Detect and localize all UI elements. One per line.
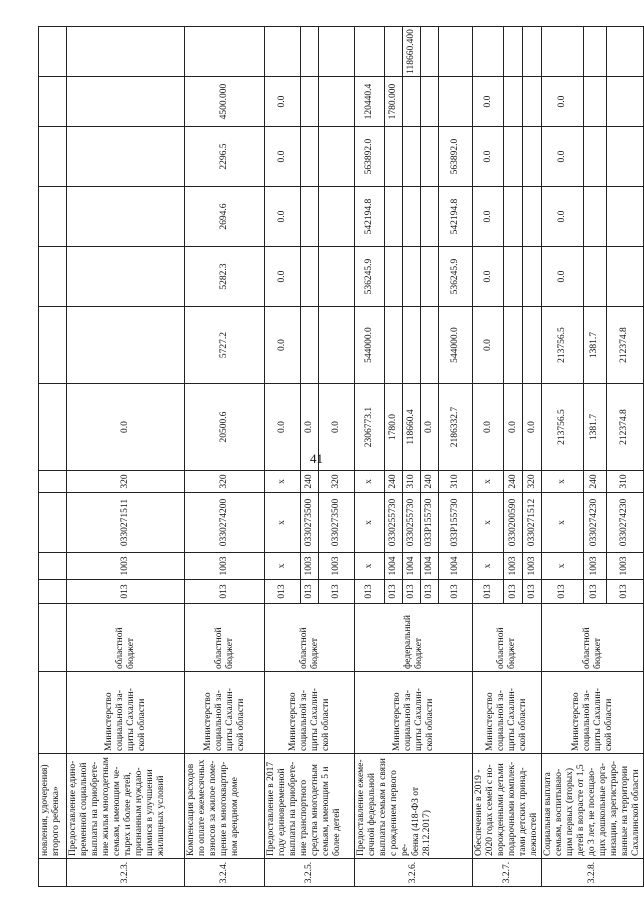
total-cell: 1780.0 xyxy=(385,384,403,471)
grbs-cell: 013 xyxy=(355,580,385,604)
rz-cell: 1003 xyxy=(67,553,185,580)
rz-cell: x xyxy=(473,553,504,580)
rz-cell: x xyxy=(265,553,301,580)
measure-name-cell: Компенсация расходов по оплате ежемесячных взносов за жилое поме- щение в многоквартир- ном арендном доме xyxy=(185,754,265,859)
executor-cell: Министерство социальной за- щиты Сахалин- ской области xyxy=(67,672,185,754)
year-2022-cell xyxy=(439,27,473,77)
total-cell: 2306773.1 xyxy=(355,384,385,471)
year-2019-cell: 0.0 xyxy=(473,187,504,247)
rz-cell xyxy=(39,553,67,580)
total-cell: 212374.8 xyxy=(606,384,643,471)
csr-cell xyxy=(39,493,67,553)
year-2019-cell xyxy=(523,187,542,247)
year-2019-cell xyxy=(421,187,439,247)
rz-cell: 1003 xyxy=(523,553,542,580)
year-2017-cell: 5727.2 xyxy=(185,307,265,384)
year-2018-cell xyxy=(319,247,355,307)
year-2021-cell: 120440.4 xyxy=(355,77,385,127)
budget-table xyxy=(38,26,644,887)
year-2021-cell xyxy=(403,77,421,127)
year-2018-cell xyxy=(403,247,421,307)
year-2019-cell xyxy=(301,187,319,247)
year-2020-cell xyxy=(504,127,523,187)
year-2020-cell xyxy=(385,127,403,187)
csr-cell: x xyxy=(542,493,584,553)
year-2019-cell xyxy=(385,187,403,247)
year-2017-cell xyxy=(67,307,185,384)
total-cell: 0.0 xyxy=(421,384,439,471)
vr-cell: 240 xyxy=(385,471,403,493)
grbs-cell: 013 xyxy=(606,580,643,604)
year-2019-cell xyxy=(39,187,67,247)
csr-cell: 0330274200 xyxy=(185,493,265,553)
vr-cell: 310 xyxy=(606,471,643,493)
row-number-cell xyxy=(39,859,67,887)
csr-cell: x xyxy=(265,493,301,553)
grbs-cell: 013 xyxy=(319,580,355,604)
grbs-cell: 013 xyxy=(421,580,439,604)
year-2021-cell xyxy=(523,77,542,127)
year-2022-cell xyxy=(606,27,643,77)
table-row xyxy=(473,27,504,887)
year-2021-cell: 4500.000 xyxy=(185,77,265,127)
year-2022-cell xyxy=(584,27,606,77)
year-2018-cell xyxy=(39,247,67,307)
page-number: 41 xyxy=(310,451,323,466)
total-cell: 0.0 xyxy=(265,384,301,471)
year-2018-cell xyxy=(385,247,403,307)
year-2022-cell xyxy=(355,27,385,77)
year-2021-cell xyxy=(584,77,606,127)
vr-cell: x xyxy=(355,471,385,493)
csr-cell: 0330273500 xyxy=(319,493,355,553)
year-2019-cell: 542194.8 xyxy=(355,187,385,247)
year-2017-cell xyxy=(403,307,421,384)
rz-cell: 1004 xyxy=(439,553,473,580)
year-2021-cell xyxy=(421,77,439,127)
rz-cell: 1003 xyxy=(319,553,355,580)
year-2019-cell: 542194.8 xyxy=(439,187,473,247)
year-2021-cell xyxy=(439,77,473,127)
vr-cell: 320 xyxy=(67,471,185,493)
vr-cell: 240 xyxy=(421,471,439,493)
vr-cell xyxy=(39,471,67,493)
year-2021-cell: 1780.000 xyxy=(385,77,403,127)
table-row xyxy=(39,27,67,887)
year-2017-cell xyxy=(301,307,319,384)
year-2019-cell: 0.0 xyxy=(542,187,584,247)
year-2022-cell xyxy=(265,27,301,77)
vr-cell: 240 xyxy=(504,471,523,493)
total-cell: 118660.4 xyxy=(403,384,421,471)
grbs-cell: 013 xyxy=(439,580,473,604)
year-2019-cell: 0.0 xyxy=(265,187,301,247)
rz-cell: 1003 xyxy=(606,553,643,580)
grbs-cell: 013 xyxy=(584,580,606,604)
executor-cell: Министерство социальной за- щиты Сахалин- ской области xyxy=(473,672,542,754)
measure-name-cell: Социальная выплата семьям, воспитываю- щим первых (вторых) детей в возрасте от 1,5 до 3 лет, не посещаю- щих дошкольные орга- низации, зарегистриро- ванные на территории Сахалинской области xyxy=(542,754,644,859)
year-2020-cell xyxy=(606,127,643,187)
vr-cell: 320 xyxy=(185,471,265,493)
rz-cell: 1003 xyxy=(301,553,319,580)
year-2022-cell: 118660.400 xyxy=(403,27,421,77)
year-2021-cell xyxy=(319,77,355,127)
measure-name-cell: новления, удочерения) второго ребенка» xyxy=(39,754,67,859)
year-2021-cell xyxy=(301,77,319,127)
year-2021-cell xyxy=(504,77,523,127)
year-2020-cell: 0.0 xyxy=(265,127,301,187)
total-cell: 213756.5 xyxy=(542,384,584,471)
total-cell: 20500.6 xyxy=(185,384,265,471)
year-2021-cell: 0.0 xyxy=(473,77,504,127)
total-cell: 0.0 xyxy=(504,384,523,471)
year-2017-cell: 0.0 xyxy=(265,307,301,384)
csr-cell: 0330271511 xyxy=(67,493,185,553)
csr-cell: x xyxy=(355,493,385,553)
year-2021-cell xyxy=(67,77,185,127)
grbs-cell: 013 xyxy=(542,580,584,604)
total-cell: 1381.7 xyxy=(584,384,606,471)
row-number-cell: 3.2.6. xyxy=(355,859,473,887)
year-2017-cell: 213756.5 xyxy=(542,307,584,384)
csr-cell: 0330274230 xyxy=(606,493,643,553)
grbs-cell: 013 xyxy=(185,580,265,604)
year-2019-cell: 2694.6 xyxy=(185,187,265,247)
funding-source-cell: областной бюджет xyxy=(67,604,185,672)
year-2022-cell xyxy=(67,27,185,77)
vr-cell: 240 xyxy=(584,471,606,493)
year-2022-cell xyxy=(473,27,504,77)
vr-cell: x xyxy=(473,471,504,493)
rz-cell: 1004 xyxy=(421,553,439,580)
year-2019-cell xyxy=(403,187,421,247)
year-2020-cell xyxy=(67,127,185,187)
csr-cell: 0330255730 xyxy=(403,493,421,553)
year-2017-cell: 544000.0 xyxy=(439,307,473,384)
year-2019-cell xyxy=(67,187,185,247)
row-number-cell: 3.2.5. xyxy=(265,859,355,887)
total-cell: 0.0 xyxy=(67,384,185,471)
total-cell: 2186332.7 xyxy=(439,384,473,471)
year-2021-cell xyxy=(606,77,643,127)
funding-source-cell: областной бюджет xyxy=(542,604,644,672)
year-2020-cell: 563892.0 xyxy=(439,127,473,187)
rz-cell: 1003 xyxy=(504,553,523,580)
total-cell: 0.0 xyxy=(473,384,504,471)
grbs-cell: 013 xyxy=(523,580,542,604)
executor-cell: Министерство социальной за- щиты Сахалин- ской области xyxy=(185,672,265,754)
csr-cell: 033P155730 xyxy=(421,493,439,553)
year-2017-cell xyxy=(319,307,355,384)
year-2018-cell: 5282.3 xyxy=(185,247,265,307)
rz-cell: x xyxy=(355,553,385,580)
funding-source-cell xyxy=(39,604,67,672)
year-2017-cell xyxy=(39,307,67,384)
grbs-cell: 013 xyxy=(265,580,301,604)
vr-cell: 320 xyxy=(319,471,355,493)
vr-cell: 240 xyxy=(301,471,319,493)
grbs-cell: 013 xyxy=(67,580,185,604)
executor-cell: Министерство социальной за- щиты Сахалин- ской области xyxy=(542,672,644,754)
vr-cell: 320 xyxy=(523,471,542,493)
row-number-cell: 3.2.4. xyxy=(185,859,265,887)
rz-cell: 1003 xyxy=(584,553,606,580)
csr-cell: 0330255730 xyxy=(385,493,403,553)
year-2022-cell xyxy=(185,27,265,77)
funding-source-cell: областной бюджет xyxy=(265,604,355,672)
year-2018-cell: 0.0 xyxy=(265,247,301,307)
measure-name-cell: Предоставление в 2017 году единовременной выплаты на приобрете- ние транспортного средства многодетным семьям, имеющим 5 и более детей xyxy=(265,754,355,859)
year-2021-cell xyxy=(39,77,67,127)
funding-source-cell: областной бюджет xyxy=(473,604,542,672)
csr-cell: 0330271512 xyxy=(523,493,542,553)
year-2020-cell: 563892.0 xyxy=(355,127,385,187)
grbs-cell xyxy=(39,580,67,604)
year-2022-cell xyxy=(39,27,67,77)
year-2020-cell xyxy=(584,127,606,187)
year-2020-cell xyxy=(319,127,355,187)
grbs-cell: 013 xyxy=(385,580,403,604)
year-2017-cell xyxy=(504,307,523,384)
year-2018-cell: 0.0 xyxy=(542,247,584,307)
csr-cell: x xyxy=(473,493,504,553)
csr-cell: 0330200590 xyxy=(504,493,523,553)
year-2020-cell: 0.0 xyxy=(542,127,584,187)
rz-cell: 1003 xyxy=(185,553,265,580)
year-2021-cell: 0.0 xyxy=(265,77,301,127)
year-2022-cell xyxy=(542,27,584,77)
funding-source-cell: федеральный бюджет xyxy=(355,604,473,672)
total-cell: 0.0 xyxy=(523,384,542,471)
rz-cell: 1004 xyxy=(385,553,403,580)
year-2020-cell: 0.0 xyxy=(473,127,504,187)
year-2020-cell xyxy=(403,127,421,187)
executor-cell xyxy=(39,672,67,754)
year-2021-cell: 0.0 xyxy=(542,77,584,127)
year-2020-cell xyxy=(523,127,542,187)
year-2022-cell xyxy=(301,27,319,77)
year-2020-cell xyxy=(421,127,439,187)
year-2018-cell xyxy=(421,247,439,307)
year-2020-cell: 2296.5 xyxy=(185,127,265,187)
csr-cell: 0330274230 xyxy=(584,493,606,553)
grbs-cell: 013 xyxy=(473,580,504,604)
rotated-table-container xyxy=(38,27,641,887)
year-2022-cell xyxy=(421,27,439,77)
year-2022-cell xyxy=(319,27,355,77)
funding-source-cell: областной бюджет xyxy=(185,604,265,672)
total-cell xyxy=(39,384,67,471)
year-2020-cell xyxy=(39,127,67,187)
table-body xyxy=(39,27,644,887)
vr-cell: x xyxy=(542,471,584,493)
year-2017-cell xyxy=(385,307,403,384)
year-2017-cell: 1381.7 xyxy=(584,307,606,384)
row-number-cell: 3.2.7. xyxy=(473,859,542,887)
year-2018-cell xyxy=(606,247,643,307)
rz-cell: 1004 xyxy=(403,553,421,580)
row-number-cell: 3.2.3. xyxy=(67,859,185,887)
csr-cell: 0330273500 xyxy=(301,493,319,553)
grbs-cell: 013 xyxy=(403,580,421,604)
year-2018-cell xyxy=(67,247,185,307)
year-2017-cell xyxy=(421,307,439,384)
year-2018-cell: 536245.9 xyxy=(439,247,473,307)
year-2017-cell: 0.0 xyxy=(473,307,504,384)
year-2019-cell xyxy=(606,187,643,247)
grbs-cell: 013 xyxy=(504,580,523,604)
csr-cell: 033P155730 xyxy=(439,493,473,553)
year-2022-cell xyxy=(523,27,542,77)
row-number-cell: 3.2.8. xyxy=(542,859,644,887)
year-2018-cell xyxy=(301,247,319,307)
vr-cell: 310 xyxy=(439,471,473,493)
year-2017-cell: 544000.0 xyxy=(355,307,385,384)
year-2019-cell xyxy=(584,187,606,247)
executor-cell: Министерство социальной за- щиты Сахалин- ской области xyxy=(355,672,473,754)
year-2018-cell xyxy=(584,247,606,307)
year-2018-cell: 536245.9 xyxy=(355,247,385,307)
total-cell: 0.0 xyxy=(301,384,319,471)
table-row xyxy=(355,27,385,887)
measure-name-cell: Предоставление едино- временной социальной выплаты на приобрете- ние жилья многодетным семьям, имеющим че- тырех и более детей, признанным нуждаю- щимися в улучшении жилищных условий xyxy=(67,754,185,859)
vr-cell: x xyxy=(265,471,301,493)
year-2017-cell: 212374.8 xyxy=(606,307,643,384)
table-row xyxy=(185,27,265,887)
rz-cell: x xyxy=(542,553,584,580)
table-row xyxy=(265,27,301,887)
table-row xyxy=(542,27,584,887)
year-2019-cell xyxy=(504,187,523,247)
total-cell: 0.0 xyxy=(319,384,355,471)
measure-name-cell: Обеспечение в 2019 - 2020 годах семей с но- ворожденными детьми подарочными комплек- тами детских принад- лежностей xyxy=(473,754,542,859)
year-2022-cell xyxy=(385,27,403,77)
year-2018-cell xyxy=(523,247,542,307)
vr-cell: 310 xyxy=(403,471,421,493)
year-2018-cell: 0.0 xyxy=(473,247,504,307)
executor-cell: Министерство социальной за- щиты Сахалин- ской области xyxy=(265,672,355,754)
table-row xyxy=(67,27,185,887)
year-2020-cell xyxy=(301,127,319,187)
year-2022-cell xyxy=(504,27,523,77)
measure-name-cell: Предоставление ежеме- сячной федеральной выплаты семьям в связи с рождением первого ре- бенка (418-ФЗ от 28.12.2017) xyxy=(355,754,473,859)
year-2017-cell xyxy=(523,307,542,384)
year-2019-cell xyxy=(319,187,355,247)
grbs-cell: 013 xyxy=(301,580,319,604)
year-2018-cell xyxy=(504,247,523,307)
